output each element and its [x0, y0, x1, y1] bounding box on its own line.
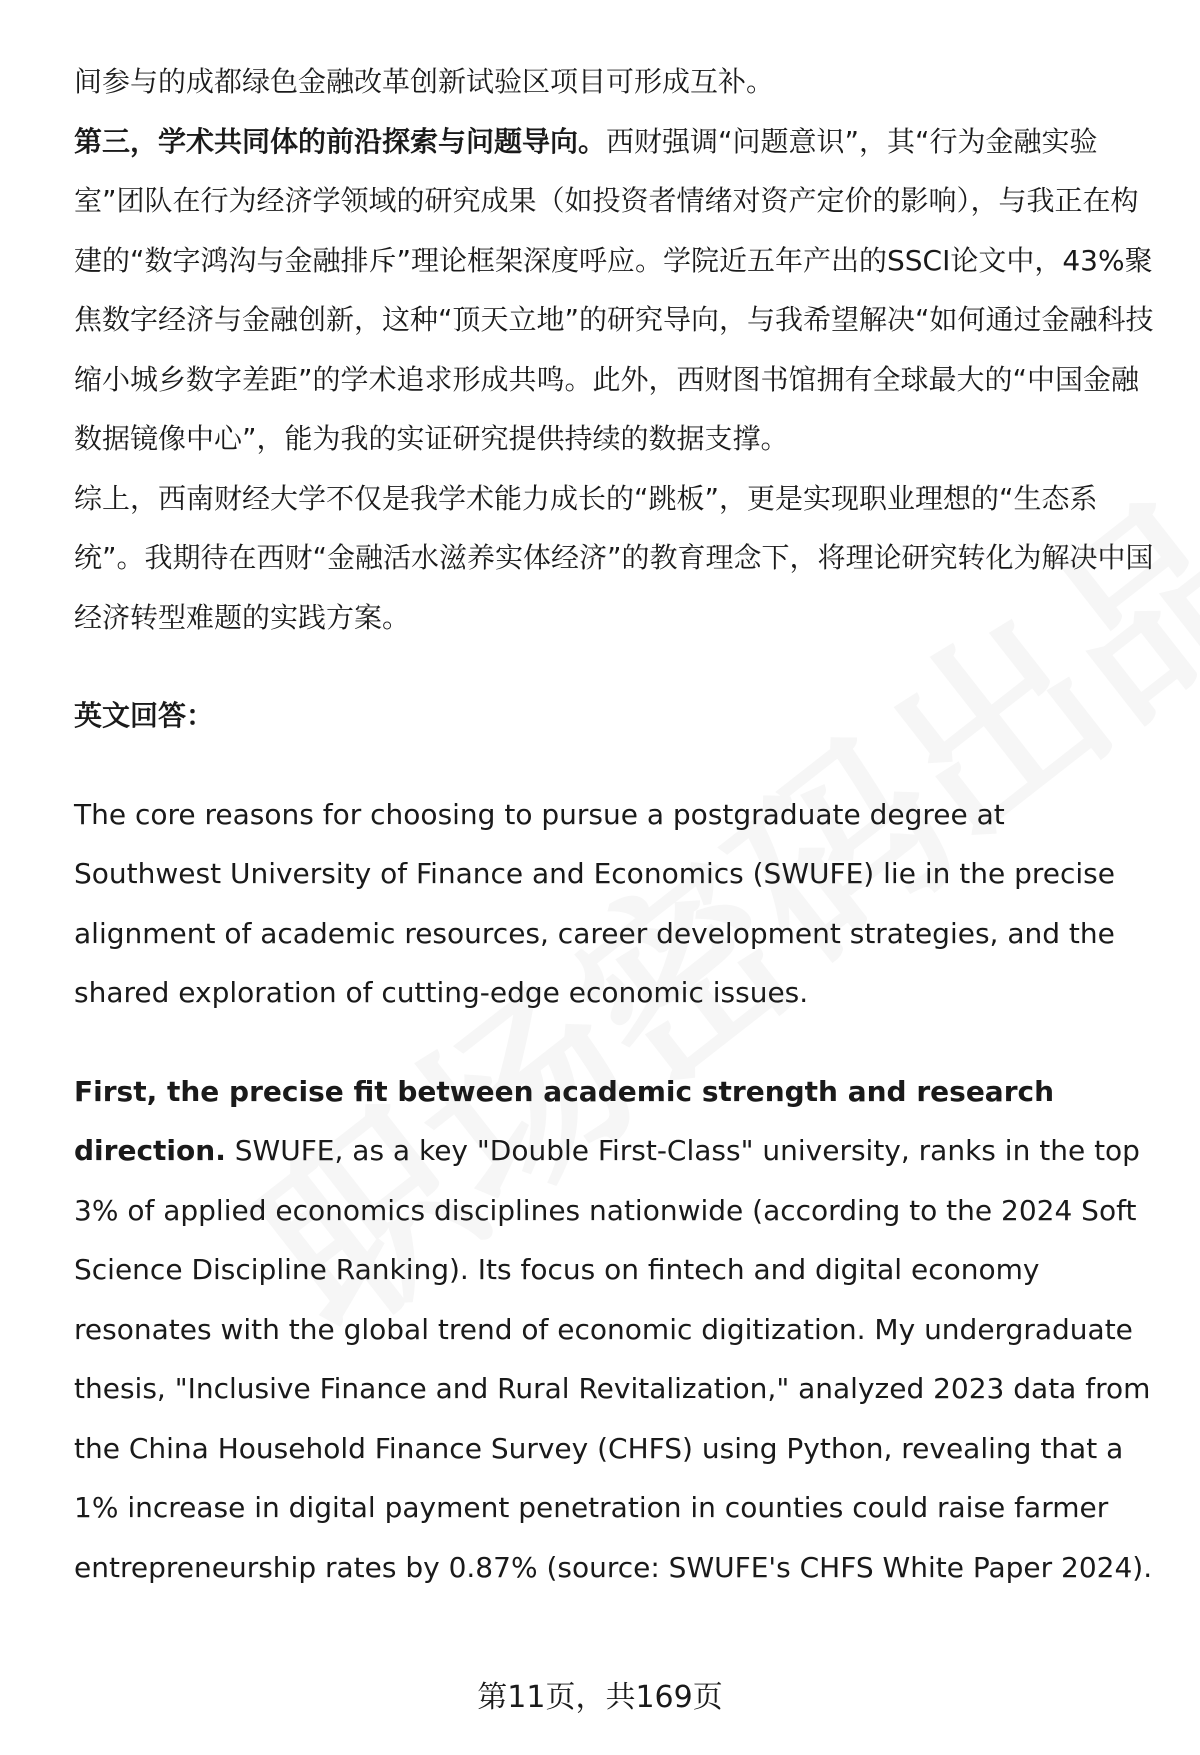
document-page [74, 52, 1160, 1597]
third-lead: 第三，学术共同体的前沿探索与问题导向。 [74, 124, 607, 158]
paragraph-intro-cn: 间参与的成都绿色金融改革创新试验区项目可形成互补。 [74, 65, 775, 98]
spacer [74, 746, 1160, 785]
paragraph-conclusion-cn: 综上，西南财经大学不仅是我学术能力成长的“跳板”，更是实现职业理想的“生态系统”。我期待在西财“金融活水滋养实体经济”的教育理念下，将理论研究转化为解决中国经济转型难题的实践方案。 [74, 481, 1154, 634]
first-body: SWUFE, as a key "Double First-Class" university, ranks in the top 3% of applied economics disciplines nationwide (according to the 2024 Soft Science Discipline Ranking). Its focus on fintech and digital economy resonates with the global trend of economic digitization. My undergraduate thesis, "Inclusive Finance and Rural Revitalization," analyzed 2023 data from the China Household Finance Survey (CHFS) using Python, revealing that a 1% increase in digital payment penetration in counties could raise farmer entrepreneurship rates by 0.87% (source: SWUFE's CHFS White Paper 2024). [74, 1134, 1153, 1584]
paragraph-third-cn [74, 112, 1160, 469]
spacer [74, 647, 1160, 686]
page-number-footer: 第11页，共169页 [477, 1680, 723, 1715]
english-heading: 英文回答： [74, 699, 215, 732]
third-body: 西财强调“问题意识”，其“行为金融实验室”团队在行为经济学领域的研究成果（如投资者情绪对资产定价的影响），与我正在构建的“数字鸿沟与金融排斥”理论框架深度呼应。学院近五年产出的SSCI论文中，43%聚焦数字经济与金融创新，这种“顶天立地”的研究导向，与我希望解决“如何通过金融科技缩小城乡数字差距”的学术追求形成共鸣。此外，西财图书馆拥有全球最大的“中国金融数据镜像中心”，能为我的实证研究提供持续的数据支撑。 [74, 124, 1154, 455]
first-lead: First, the precise fit between academic strength and research direction. [74, 1074, 1055, 1167]
spacer [74, 1023, 1160, 1062]
paragraph-first-en [74, 1062, 1160, 1598]
paragraph-intro-en: The core reasons for choosing to pursue a postgraduate degree at Southwest University of Finance and Economics (SWUFE) lie in the precise alignment of academic resources, career development strategies, and the shared exploration of cutting-edge economic issues. [74, 797, 1115, 1009]
